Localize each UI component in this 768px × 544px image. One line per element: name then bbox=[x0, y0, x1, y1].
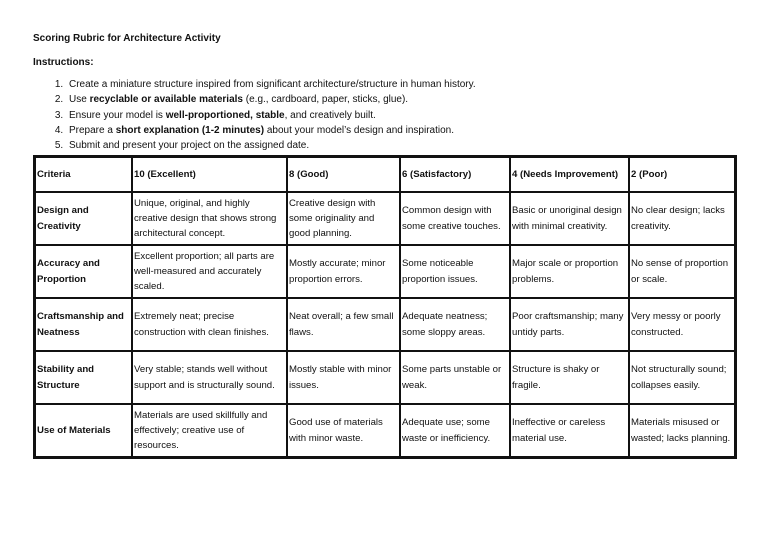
table-row bbox=[35, 351, 735, 404]
instruction-item: 2. Use recyclable or available materials (e.g., cardboard, paper, sticks, glue). bbox=[66, 92, 746, 107]
document-title: Scoring Rubric for Architecture Activity bbox=[33, 33, 221, 44]
table-cell: No sense of proportion or scale. bbox=[629, 245, 735, 298]
table-cell: Materials are used skillfully and effectively; creative use of resources. bbox=[132, 404, 287, 457]
instruction-item: 4. Prepare a short explanation (1-2 minutes) about your model’s design and inspiration. bbox=[66, 123, 746, 138]
table-header-row bbox=[35, 157, 735, 192]
table-cell: No clear design; lacks creativity. bbox=[629, 192, 735, 245]
table-cell: Materials misused or wasted; lacks planning. bbox=[629, 404, 735, 457]
criteria-cell: Stability and Structure bbox=[35, 351, 132, 404]
table-cell: Creative design with some originality and good planning. bbox=[287, 192, 400, 245]
header-cell: 10 (Excellent) bbox=[132, 157, 287, 192]
table-cell: Major scale or proportion problems. bbox=[510, 245, 629, 298]
header-cell: Criteria bbox=[35, 157, 132, 192]
header-cell: 2 (Poor) bbox=[629, 157, 735, 192]
table-cell: Some noticeable proportion issues. bbox=[400, 245, 510, 298]
instruction-item: 1. Create a miniature structure inspired from significant architecture/structure in human history. bbox=[66, 77, 746, 92]
criteria-cell: Craftsmanship and Neatness bbox=[35, 298, 132, 351]
table-row bbox=[35, 298, 735, 351]
table-cell: Not structurally sound; collapses easily. bbox=[629, 351, 735, 404]
table-cell: Some parts unstable or weak. bbox=[400, 351, 510, 404]
table-cell: Very messy or poorly constructed. bbox=[629, 298, 735, 351]
instruction-item: 3. Ensure your model is well-proportioned, stable, and creatively built. bbox=[66, 108, 746, 123]
criteria-cell: Use of Materials bbox=[35, 404, 132, 457]
table-cell: Common design with some creative touches. bbox=[400, 192, 510, 245]
table-cell: Mostly accurate; minor proportion errors. bbox=[287, 245, 400, 298]
table-cell: Excellent proportion; all parts are well-measured and accurately scaled. bbox=[132, 245, 287, 298]
table-cell: Unique, original, and highly creative design that shows strong architectural concept. bbox=[132, 192, 287, 245]
header-cell: 8 (Good) bbox=[287, 157, 400, 192]
table-cell: Ineffective or careless material use. bbox=[510, 404, 629, 457]
table-cell: Basic or unoriginal design with minimal creativity. bbox=[510, 192, 629, 245]
table-row bbox=[35, 404, 735, 457]
criteria-cell: Accuracy and Proportion bbox=[35, 245, 132, 298]
instructions-label: Instructions: bbox=[33, 57, 94, 68]
table-cell: Structure is shaky or fragile. bbox=[510, 351, 629, 404]
table-cell: Mostly stable with minor issues. bbox=[287, 351, 400, 404]
table-cell: Poor craftsmanship; many untidy parts. bbox=[510, 298, 629, 351]
table-cell: Extremely neat; precise construction with clean finishes. bbox=[132, 298, 287, 351]
table-cell: Neat overall; a few small flaws. bbox=[287, 298, 400, 351]
rubric-table bbox=[33, 155, 737, 459]
instructions-list bbox=[33, 77, 746, 153]
instruction-item: 5. Submit and present your project on the assigned date. bbox=[66, 138, 746, 153]
table-cell: Adequate neatness; some sloppy areas. bbox=[400, 298, 510, 351]
table-row bbox=[35, 192, 735, 245]
header-cell: 4 (Needs Improvement) bbox=[510, 157, 629, 192]
criteria-cell: Design and Creativity bbox=[35, 192, 132, 245]
table-cell: Good use of materials with minor waste. bbox=[287, 404, 400, 457]
table-row bbox=[35, 245, 735, 298]
table-cell: Adequate use; some waste or inefficiency. bbox=[400, 404, 510, 457]
table-cell: Very stable; stands well without support and is structurally sound. bbox=[132, 351, 287, 404]
header-cell: 6 (Satisfactory) bbox=[400, 157, 510, 192]
